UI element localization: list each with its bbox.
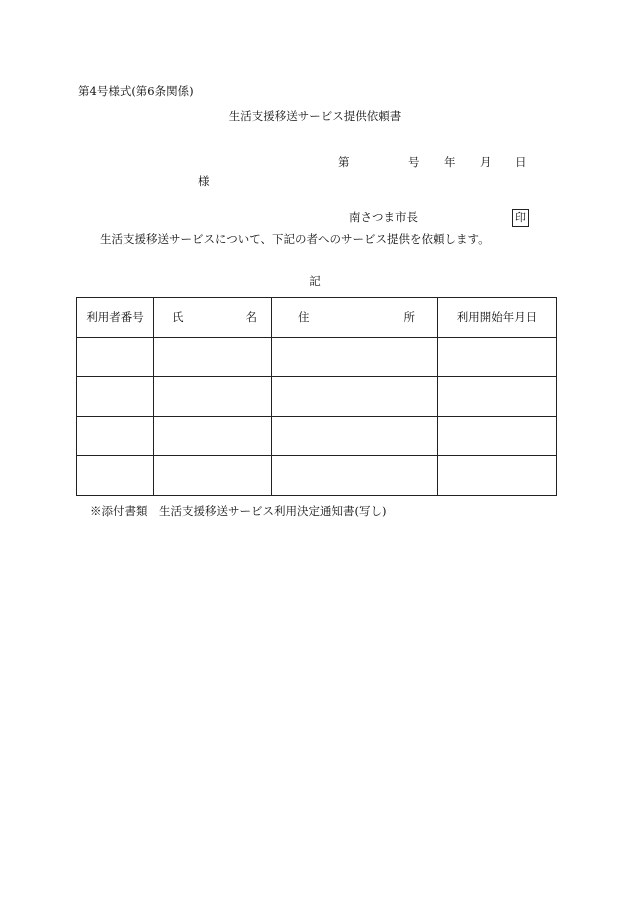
date-year-label: 年 — [444, 155, 456, 169]
start-date-cell[interactable] — [438, 416, 557, 456]
request-body-text: 生活支援移送サービスについて、下記の者へのサービス提供を依頼します。 — [100, 232, 490, 246]
name-cell[interactable] — [154, 377, 272, 417]
header-name-part1: 氏 — [172, 310, 184, 325]
name-cell[interactable] — [154, 416, 272, 456]
start-date-cell[interactable] — [438, 456, 557, 496]
name-cell[interactable] — [154, 337, 272, 377]
header-address — [272, 298, 438, 338]
header-name — [154, 298, 272, 338]
table-row — [77, 337, 557, 377]
document-number-suffix: 号 — [408, 155, 420, 169]
address-cell[interactable] — [272, 416, 438, 456]
table-header-row — [77, 298, 557, 338]
name-cell[interactable] — [154, 456, 272, 496]
table-row — [77, 416, 557, 456]
address-cell[interactable] — [272, 456, 438, 496]
user-number-cell[interactable] — [77, 416, 154, 456]
user-number-cell[interactable] — [77, 337, 154, 377]
user-number-cell[interactable] — [77, 377, 154, 417]
recipient-table — [76, 297, 557, 496]
start-date-cell[interactable] — [438, 377, 557, 417]
header-address-part2: 所 — [403, 310, 415, 325]
header-user-number: 利用者番号 — [77, 298, 154, 338]
ki-label: 記 — [309, 274, 321, 288]
date-month-label: 月 — [480, 155, 492, 169]
addressee-honorific: 様 — [198, 174, 210, 188]
table-row — [77, 377, 557, 417]
address-cell[interactable] — [272, 377, 438, 417]
document-title: 生活支援移送サービス提供依頼書 — [228, 109, 402, 123]
address-cell[interactable] — [272, 337, 438, 377]
form-number: 第4号様式(第6条関係) — [78, 84, 194, 98]
date-day-label: 日 — [515, 155, 527, 169]
header-address-part1: 住 — [298, 310, 310, 325]
header-start-date: 利用開始年月日 — [438, 298, 557, 338]
table-row — [77, 456, 557, 496]
header-name-part2: 名 — [245, 310, 257, 325]
attachment-note: ※添付書類 生活支援移送サービス利用決定通知書(写し) — [90, 504, 387, 518]
user-number-cell[interactable] — [77, 456, 154, 496]
seal-box: 印 — [512, 209, 529, 227]
issuer-name: 南さつま市長 — [349, 210, 418, 224]
start-date-cell[interactable] — [438, 337, 557, 377]
document-number-prefix: 第 — [338, 155, 350, 169]
